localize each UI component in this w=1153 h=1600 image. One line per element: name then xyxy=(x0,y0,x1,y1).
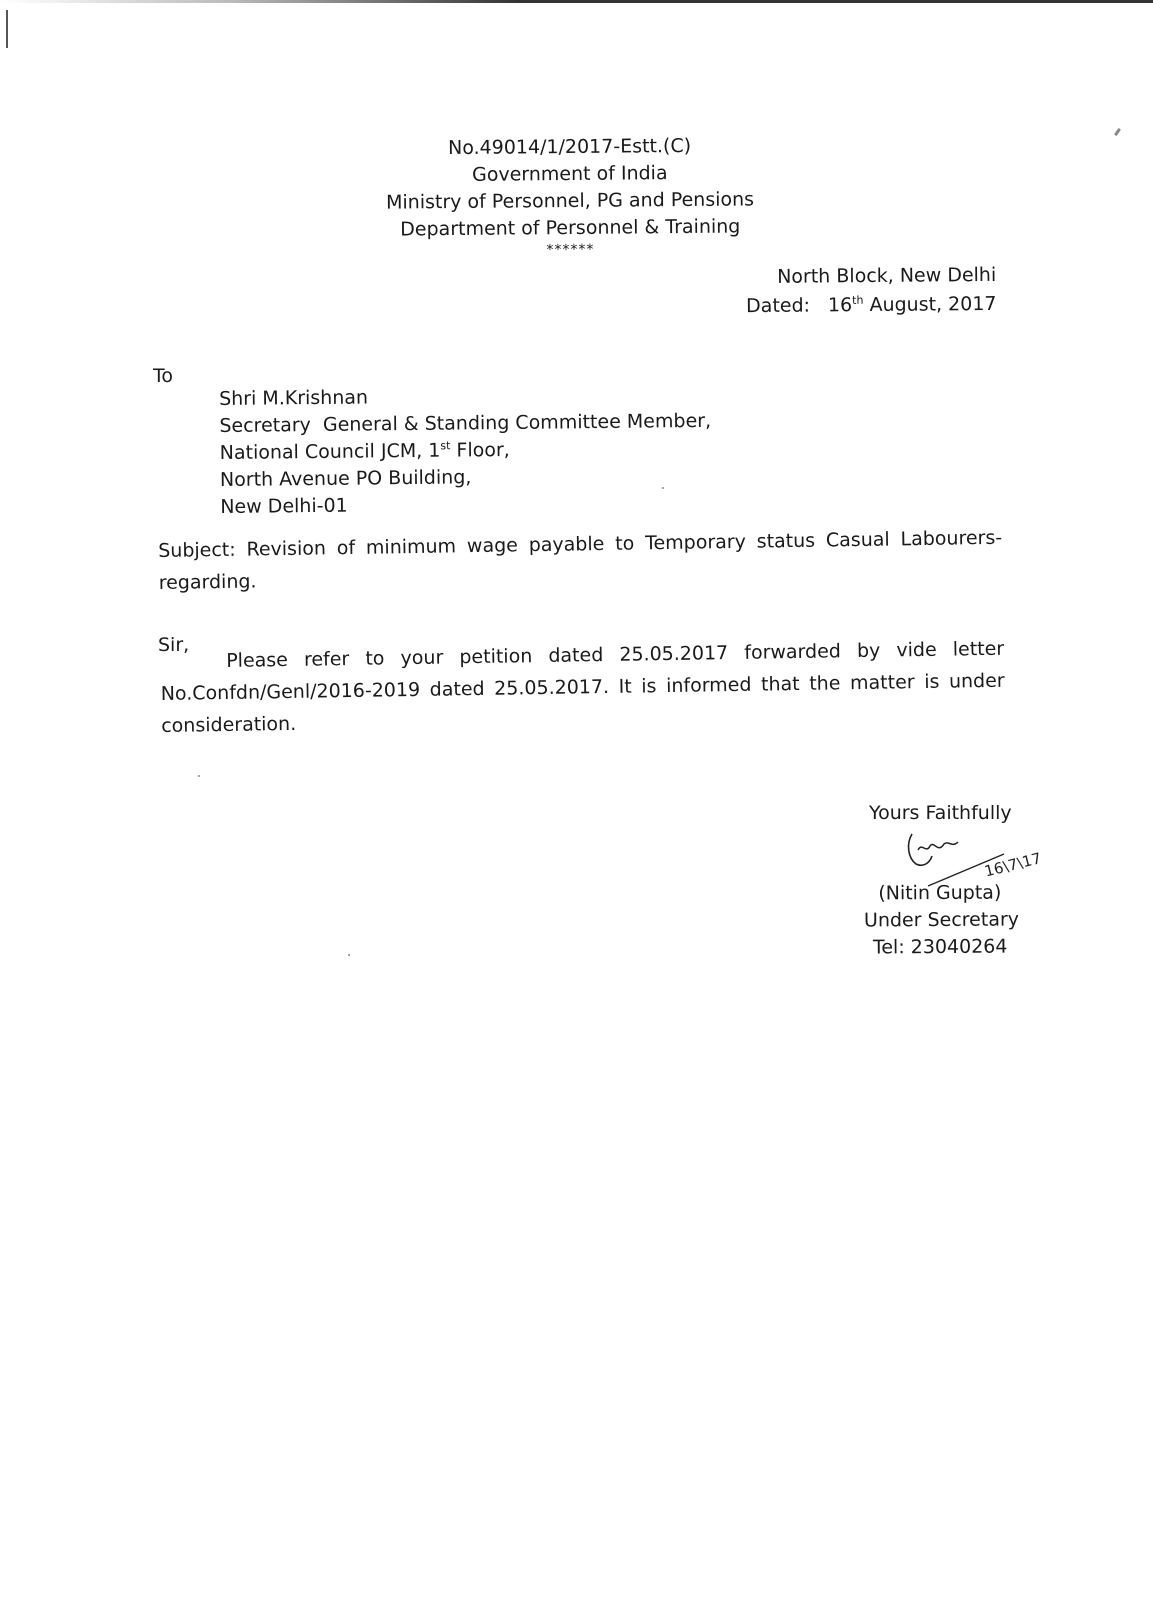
scan-edge-mark xyxy=(6,10,8,48)
department-name: Department of Personnel & Training xyxy=(400,215,741,241)
subject-line xyxy=(158,522,1003,599)
scan-speck xyxy=(1114,128,1121,136)
signatory-designation: Under Secretary xyxy=(863,908,1020,932)
addressee-address-line3: New Delhi-01 xyxy=(220,494,348,518)
body-paragraph xyxy=(160,633,1005,742)
scan-speck xyxy=(662,487,664,489)
to-label: To xyxy=(153,365,174,387)
addressee-designation: Secretary General & Standing Committee Member, xyxy=(219,409,712,437)
subject-text: Revision of minimum wage payable to Temporary status Casual Labourers-regarding. xyxy=(158,526,1003,594)
signature-loop xyxy=(909,834,932,865)
closing-phrase: Yours Faithfully xyxy=(869,802,1012,824)
signatory-name: (Nitin Gupta) xyxy=(878,881,1002,905)
signature-date: 16\7\17 xyxy=(982,849,1044,881)
signature-scribble xyxy=(918,842,958,850)
issue-place: North Block, New Delhi xyxy=(776,263,996,288)
signatory-phone: Tel: 23040264 xyxy=(872,935,1008,959)
ministry-name: Ministry of Personnel, PG and Pensions xyxy=(385,188,755,214)
subject-label: Subject: xyxy=(158,538,236,562)
signatory-block xyxy=(863,879,1020,961)
issue-date xyxy=(746,290,997,321)
place-and-date xyxy=(745,261,996,321)
salutation: Sir, xyxy=(158,634,190,656)
reference-number: No.49014/1/2017-Estt.(C) xyxy=(447,134,692,160)
header-separator: ****** xyxy=(546,241,595,259)
date-value xyxy=(828,293,997,316)
paragraph-indent xyxy=(160,667,226,668)
scan-edge-line xyxy=(0,0,1153,3)
addressee-address-line2: North Avenue PO Building, xyxy=(219,466,472,491)
date-day-suffix: th xyxy=(851,293,864,307)
letter-header xyxy=(379,132,760,259)
addressee-name: Shri M.Krishnan xyxy=(219,386,369,410)
addressee-block xyxy=(219,381,712,521)
date-month-year: August, 2017 xyxy=(869,292,997,317)
address-line1-tail: Floor, xyxy=(450,438,510,462)
address-line1-main: National Council JCM, 1 xyxy=(219,439,441,464)
body-text: Please refer to your petition dated 25.05.2017 forwarded by vide letter No.Confdn/Genl/2016-2019 dated 25.05.2017. It is informed that the matter is under consideration. xyxy=(160,637,1005,737)
date-day: 16 xyxy=(827,294,852,317)
scan-speck xyxy=(198,775,200,777)
date-label: Dated: xyxy=(745,294,810,318)
address-line1-sup: st xyxy=(440,439,451,453)
government-name: Government of India xyxy=(471,162,668,186)
scan-speck xyxy=(348,954,350,956)
